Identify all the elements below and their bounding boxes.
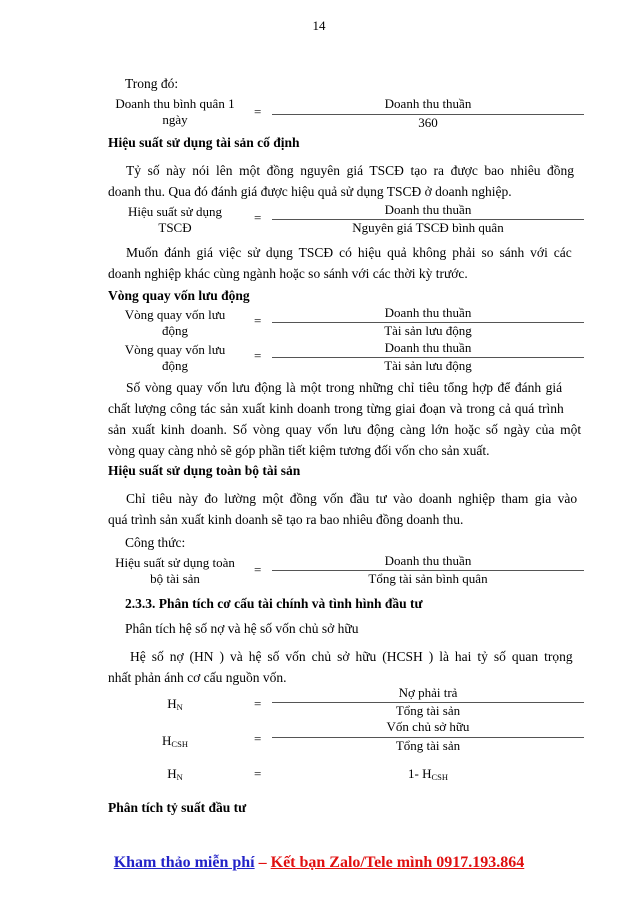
fraction-denominator: Nguyên giá TSCĐ bình quân xyxy=(352,220,504,235)
label-line: Hiệu suất sử dụng toàn xyxy=(115,555,235,570)
equals-sign: = xyxy=(254,313,262,328)
fraction-denominator: Tài sản lưu động xyxy=(384,358,472,373)
footer-separator: – xyxy=(254,854,271,871)
paragraph-line: chất lượng công tác sản xuất kinh doanh trong từng giai đoạn và trong cả quá trình xyxy=(108,401,564,416)
paragraph-line: nhất phản ánh cơ cấu nguồn vốn. xyxy=(108,670,287,685)
subscript: N xyxy=(176,772,183,782)
footer-banner xyxy=(0,854,638,872)
paragraph-line: doanh thu. Qua đó đánh giá được hiệu quả sử dụng TSCĐ ở doanh nghiệp. xyxy=(108,184,512,199)
symbol: H xyxy=(167,696,177,711)
fraction-numerator: Vốn chủ sở hữu xyxy=(386,719,470,734)
formula-label xyxy=(100,204,250,236)
equals-sign: = xyxy=(254,766,262,781)
formula-symbol xyxy=(100,696,250,715)
formula-label xyxy=(100,96,250,128)
label-line: động xyxy=(162,323,188,338)
subscript: N xyxy=(176,702,183,712)
formula-rhs xyxy=(272,766,584,782)
equals-sign: = xyxy=(254,696,262,711)
subscript: CSH xyxy=(431,772,448,782)
paragraph-line: Số vòng quay vốn lưu động là một trong những chỉ tiêu tổng hợp để đánh giá xyxy=(126,380,563,395)
subsection-heading: 2.3.3. Phân tích cơ cấu tài chính và tình hình đầu tư xyxy=(125,596,423,611)
paragraph-line: doanh nghiệp khác cùng ngành hoặc so sánh với các thời kỳ trước. xyxy=(108,266,468,281)
paragraph-line: vòng quay càng nhỏ sẽ góp phần tiết kiệm tương đối vốn cho sản xuất. xyxy=(108,443,490,458)
formula-symbol xyxy=(100,766,250,785)
section-heading: Vòng quay vốn lưu động xyxy=(108,288,250,303)
equals-sign: = xyxy=(254,562,262,577)
page-number: 14 xyxy=(312,18,326,33)
fraction-denominator: Tài sản lưu động xyxy=(384,323,472,338)
label-line: bộ tài sản xyxy=(150,571,200,586)
fraction-numerator: Doanh thu thuần xyxy=(384,202,472,217)
paragraph xyxy=(108,377,588,461)
fraction-numerator: Nợ phải trả xyxy=(398,685,458,700)
label-line: Hiệu suất sử dụng xyxy=(127,204,223,219)
symbol: H xyxy=(167,766,177,781)
section-heading: Hiệu suất sử dụng toàn bộ tài sản xyxy=(108,463,301,478)
paragraph-line: quá trình sản xuất kinh doanh sẽ tạo ra bao nhiêu đồng doanh thu. xyxy=(108,512,464,527)
intro-text: Trong đó: xyxy=(125,76,179,91)
label-line: Doanh thu bình quân 1 xyxy=(115,96,235,111)
footer-link-contact[interactable]: Kết bạn Zalo/Tele mình 0917.193.864 xyxy=(270,854,525,871)
paragraph-line: Muốn đánh giá việc sử dụng TSCĐ có hiệu quả không phải so sánh với các xyxy=(126,245,572,260)
label-line: TSCĐ xyxy=(158,220,192,235)
fraction-denominator: Tổng tài sản xyxy=(395,703,461,718)
paragraph xyxy=(108,242,588,284)
fraction-numerator: Doanh thu thuần xyxy=(384,96,472,111)
equals-sign: = xyxy=(254,731,262,746)
paragraph-line: Chỉ tiêu này đo lường một đồng vốn đầu tư vào doanh nghiệp tham gia vào xyxy=(126,491,578,506)
equals-sign: = xyxy=(254,104,262,119)
fraction-denominator: Tổng tài sản xyxy=(395,738,461,753)
subscript: CSH xyxy=(171,739,188,749)
paragraph-line: sản xuất kinh doanh. Số vòng quay vốn lưu động càng lớn hoặc số ngày của một xyxy=(108,422,582,437)
subsection-subheading: Phân tích hệ số nợ và hệ số vốn chủ sở hữu xyxy=(125,621,359,636)
footer-link-free-reference[interactable]: Kham thảo miễn phí xyxy=(113,854,255,871)
symbol: H xyxy=(162,733,172,748)
rhs-text: 1- H xyxy=(407,766,432,781)
paragraph-line: Tỷ số này nói lên một đồng nguyên giá TSCĐ tạo ra được bao nhiêu đồng xyxy=(126,163,575,178)
label-line: ngày xyxy=(162,112,188,127)
formula-symbol xyxy=(100,733,250,752)
section-heading: Hiệu suất sử dụng tài sản cố định xyxy=(108,135,300,150)
paragraph xyxy=(108,488,588,530)
label-line: Vòng quay vốn lưu xyxy=(124,342,226,357)
fraction-numerator: Doanh thu thuần xyxy=(384,305,472,320)
equals-sign: = xyxy=(254,210,262,225)
section-heading: Phân tích tỷ suất đầu tư xyxy=(108,800,247,815)
paragraph-line: Hệ số nợ (HN ) và hệ số vốn chủ sở hữu (HCSH ) là hai tỷ số quan trọng xyxy=(130,649,573,664)
fraction-numerator: Doanh thu thuần xyxy=(384,553,472,568)
formula-label xyxy=(100,307,250,339)
paragraph xyxy=(108,646,588,688)
fraction-denominator: Tổng tài sản bình quân xyxy=(368,571,488,586)
fraction-denominator: 360 xyxy=(418,115,438,130)
fraction-numerator: Doanh thu thuần xyxy=(384,340,472,355)
label-line: động xyxy=(162,358,188,373)
equals-sign: = xyxy=(254,348,262,363)
formula-intro: Công thức: xyxy=(125,535,186,550)
formula-label xyxy=(100,555,250,587)
paragraph xyxy=(108,160,588,202)
formula-label xyxy=(100,342,250,374)
label-line: Vòng quay vốn lưu xyxy=(124,307,226,322)
